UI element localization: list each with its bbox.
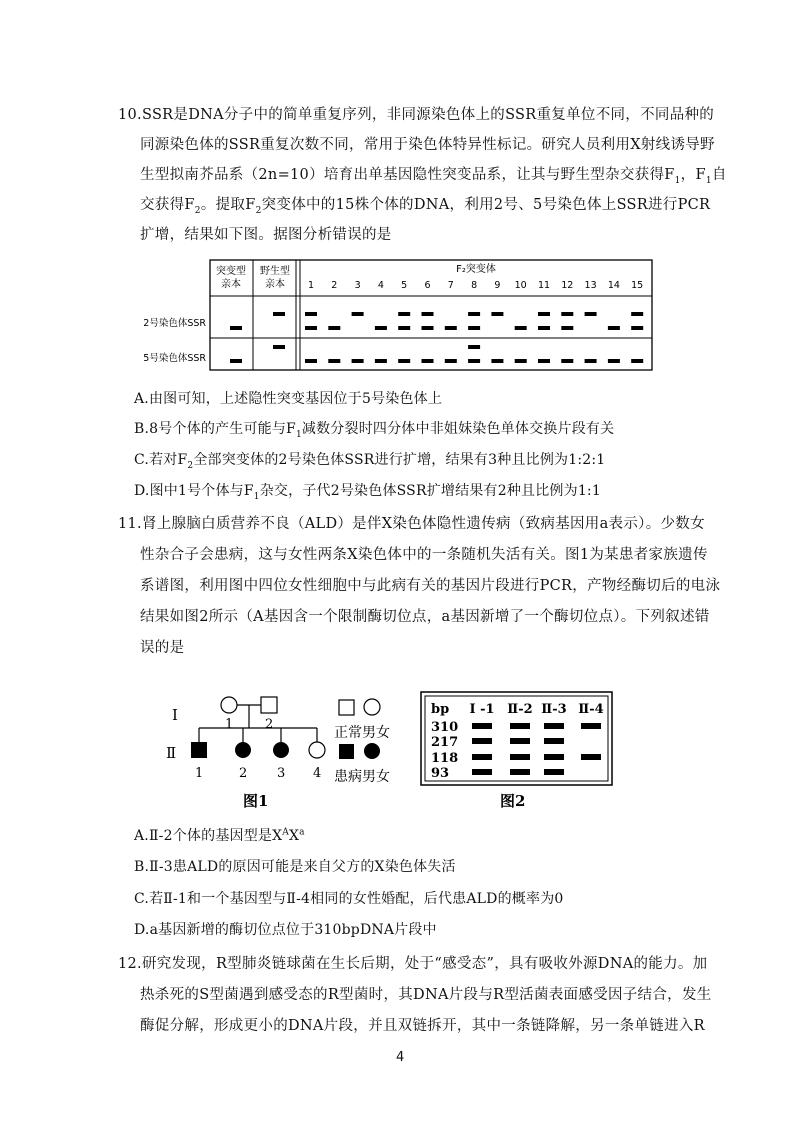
f2-column-number: 1: [307, 280, 315, 291]
q11-line-3: 系谱图，利用图中四位女性细胞中与此病有关的基因片段进行PCR，产物经酶切后的电泳: [140, 578, 721, 594]
q10-option-d: D.图中1号个体与$F_1$杂交，子代2号染色体SSR扩增结果有2种且比例为1:1: [134, 483, 601, 502]
gel-band: [544, 723, 564, 729]
header-mutant-1: 突变型: [216, 266, 246, 277]
page-number: 4: [396, 1050, 405, 1065]
gel-band: [510, 738, 530, 744]
gel-band: [544, 738, 564, 744]
q10-line-1: 10.SSR是DNA分子中的简单重复序列，非同源染色体上的SSR重复单位不同，不同品种的: [118, 107, 715, 123]
q10-option-c: C.若对$F_2$全部突变体的2号染色体SSR进行扩增，结果有3种且比例为1:2:1: [134, 452, 606, 471]
legend-affected-label: 患病男女: [334, 769, 390, 785]
q11-line-1: 11.肾上腺脑白质营养不良（ALD）是伴X染色体隐性遗传病（致病基因用a表示）。少数女: [118, 516, 705, 532]
q10-line-3: 生型拟南芥品系（2n=10）培育出单基因隐性突变品系，让其与野生型杂交获得$F_1$，$F_1$自: [140, 167, 727, 186]
q12-line-3: 酶促分解，形成更小的DNA片段，并且双链拆开，其中一条链降解，另一条单链进入R: [140, 1018, 705, 1034]
q11-line-4: 结果如图2所示（A基因含一个限制酶切位点，a基因新增了一个酶切位点）。下列叙述错: [140, 609, 710, 625]
figure-1-caption: 图1: [243, 792, 269, 810]
f2-column-number: 11: [537, 280, 551, 291]
f2-column-number: 8: [471, 280, 478, 291]
gel-band: [472, 723, 492, 729]
size-marker-label: 217: [431, 735, 459, 750]
f2-column-number: 5: [401, 280, 408, 291]
f2-column-number: 15: [631, 280, 644, 291]
lane-label: Ⅱ-2: [507, 702, 533, 717]
q11-option-b: B.Ⅱ-3患ALD的原因可能是来自父方的X染色体失活: [134, 859, 456, 875]
q11-line-5: 误的是: [140, 640, 185, 656]
q12-line-1: 12.研究发现，R型肺炎链球菌在生长后期，处于“感受态”，具有吸收外源DNA的能力。加: [118, 956, 708, 972]
label-II2: 2: [239, 766, 248, 781]
gel-band: [510, 769, 530, 775]
size-marker-label: 310: [431, 720, 459, 735]
gel-band: [472, 738, 492, 744]
gel-band: [472, 769, 492, 775]
label-II1: 1: [195, 766, 204, 781]
q11-line-2: 性杂合子会患病，这与女性两条X染色体中的一条随机失活有关。图1为某患者家族遗传: [140, 547, 708, 563]
label-II3: 3: [277, 766, 286, 781]
lane-label: I -1: [469, 702, 495, 717]
header-mutant-2: 亲本: [221, 279, 241, 290]
q10-option-b: B.8号个体的产生可能与$F_1$减数分裂时四分体中非姐妹染色单体交换片段有关: [134, 421, 615, 440]
gel-band: [510, 723, 530, 729]
row-label-chr5: 5号染色体SSR: [143, 353, 206, 364]
gel-band: [510, 754, 530, 760]
label-I2: 2: [265, 717, 274, 732]
q10-line-4: 交获得$F_2$。提取$F_2$突变体中的15株个体的DNA，利用2号、5号染色体上SSR进行PCR: [140, 197, 711, 216]
f2-column-number: 3: [354, 280, 361, 291]
size-marker-label: 93: [431, 766, 450, 781]
q12-line-2: 热杀死的S型菌遇到感受态的R型菌时，其DNA片段与R型活菌表面感受因子结合，发生: [140, 987, 712, 1003]
q11-option-d: D.a基因新增的酶切位点位于310bpDNA片段中: [134, 922, 437, 938]
bp-label: bp: [431, 702, 450, 717]
f2-column-number: 9: [494, 280, 501, 291]
generation-label-2: Ⅱ: [166, 744, 177, 762]
q10-line-5: 扩增，结果如下图。据图分析错误的是: [140, 227, 392, 243]
gel-band: [544, 754, 564, 760]
gel-band: [581, 754, 601, 760]
f2-column-number: 6: [424, 280, 431, 291]
label-I1: 1: [225, 717, 234, 732]
lane-label: Ⅱ-4: [578, 702, 604, 717]
generation-label-1: I: [172, 706, 178, 724]
legend-normal-label: 正常男女: [334, 725, 390, 741]
gel-band: [472, 754, 492, 760]
gel-band: [544, 769, 564, 775]
f2-column-number: 10: [514, 280, 527, 291]
f2-column-number: 13: [584, 280, 597, 291]
gel-band: [581, 723, 601, 729]
f2-column-number: 2: [331, 280, 338, 291]
q11-option-a: A.Ⅱ-2个体的基因型是$X^AX^a$: [134, 827, 305, 844]
q10-line-2: 同源染色体的SSR重复次数不同，常用于染色体特异性标记。研究人员利用X射线诱导野: [140, 137, 715, 153]
q10-option-a: A.由图可知，上述隐性突变基因位于5号染色体上: [134, 391, 443, 407]
header-f2: F₂突变体: [456, 264, 496, 275]
figure-2-caption: 图2: [500, 792, 526, 810]
header-wild-1: 野生型: [260, 266, 290, 277]
q11-option-c: C.若Ⅱ-1和一个基因型与Ⅱ-4相同的女性婚配，后代患ALD的概率为0: [134, 891, 564, 907]
f2-column-number: 12: [561, 280, 574, 291]
lane-label: Ⅱ-3: [541, 702, 567, 717]
header-wild-2: 亲本: [265, 279, 285, 290]
f2-column-number: 7: [447, 280, 454, 291]
f2-column-number: 14: [607, 280, 620, 291]
row-label-chr2: 2号染色体SSR: [143, 318, 206, 329]
label-II4: 4: [313, 766, 322, 781]
f2-column-number: 4: [377, 280, 384, 291]
size-marker-label: 118: [431, 751, 459, 766]
